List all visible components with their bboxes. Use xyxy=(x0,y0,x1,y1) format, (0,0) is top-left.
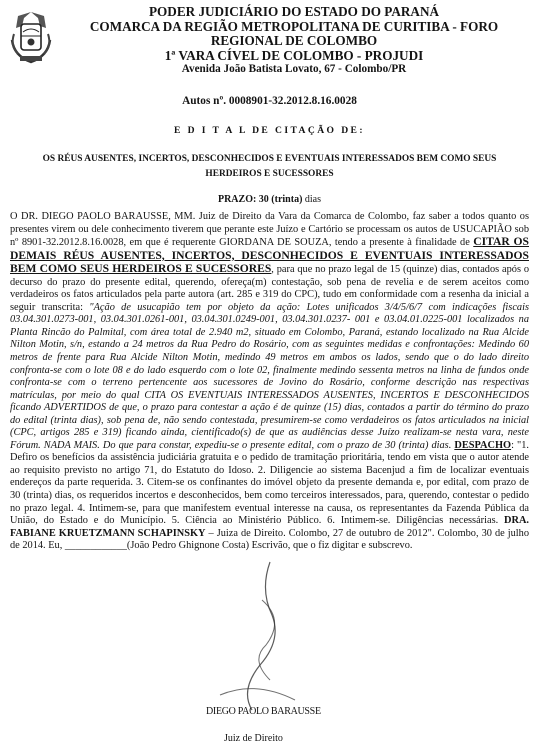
court-header xyxy=(58,5,530,76)
header-line-2: COMARCA DA REGIÃO METROPOLITANA DE CURITIBA - FORO xyxy=(89,18,499,34)
deadline-suffix: dias xyxy=(302,194,322,205)
header-line-1: PODER JUDICIÁRIO DO ESTADO DO PARANÁ xyxy=(148,4,439,19)
petition-summary: "Ação de usucapião tem por objeto da ação: Lotes unificados 3/4/5/6/7 com indicações fiscais 03.04.301.0273-001, 03.04.301.0261-001, 03.04.301.0249-001, 03.04.301.0237- 001 e 03.04.01.0225-001 localizados na Planta Rincão do Palmital, com área total de 2.940 m2, situado em Colombo, Paraná, estando localizado na Rua Alcide Nilton Motin, s/n, estando a 24 metros da Rua Pedro do Rosário, com as seguintes medidas e confrontações: Medindo 60 metros de frente para Rua Alcide Nilton Motin, medindo 49 metros em ambos os lados, sendo que o do lado direito confronta-se com o lote 08 e do lado esquerdo com o lote 02, finalmente medindo sessenta metros na linha de fundos onde confronta-se com o terreno pertencente aos sucessores de Jovino do Rosário, conforme descrição nas respectivas matrículas, por meio do qual CITA OS EVENTUAIS INTERESSADOS AUSENTES, INCERTOS E DESCONHECIDOS ficando ADVERTIDOS de que, o prazo para contestar a ação é de quinze (15) dias, contados a partir do término do prazo do edital (trinta dias), sob pena de, não sendo contestada, presumirem-se como verdadeiros os fatos articulados na inicial (CPC, artigos 285 e 319) ficando ainda, cientificado(s) de que as audiências desse Juízo realizam-se nesta vara, neste Fórum. NADA MAIS. Do que para constar, expediu-se o presente edital, com o prazo de 30 (trinta) dias. xyxy=(10,301,529,451)
signer-name: DIEGO PAOLO BARAUSSE xyxy=(206,706,321,717)
body-intro: O DR. DIEGO PAOLO BARAUSSE, MM. Juiz de Direito da Vara da Comarca de Colombo, faz saber a todos quanto os presentes virem ou dele conhecimento tiverem que perante este Juízo e Cartório se processam os autos de USUCAPIÃO sob nº 8901-32.2012.8.16.0028, em que é requerente GIORDANA DE SOUZA, tendo a presente à finalidade de xyxy=(10,211,529,249)
edital-body xyxy=(10,211,529,553)
deadline-label: PRAZO: 30 (trinta) xyxy=(217,194,303,205)
citation-emphasis: CITAR OS DEMAIS RÉUS AUSENTES, INCERTOS, DESCONHECIDOS E EVENTUAIS INTERESSADOS BEM COMO SEUS HERDEIROS E SUCESSORES xyxy=(10,235,529,276)
edital-title: E D I T A L DE CITAÇÃO DE: xyxy=(174,125,365,136)
body-deadline-text: , para que no prazo legal de 15 (quinze) dias, contados após o decurso do prazo do presente edital, querendo, ofereça(m) contestação, sob pena de revelia e de serem aceitos como verdadeiros os fatos articulados pela parte autora (art. 285 e 319 do CPC), tudo em conformidade com a resenha da inicial a seguir transcrita: xyxy=(10,264,529,313)
despacho-text: : "1. Defiro os benefícios da assistência judiciária gratuita e o pedido de tramitação prioritária, tendo em vista que o autor atende ao requisito previsto no artigo 71, do Estatuto do Idoso. 2. Diligencie ao sistema Bacenjud a fim de localizar eventuais endereços da parte requerida. 3. Citem-se os confinantes do imóvel objeto da presente demanda e, por edital, com prazo de 30 (trinta) dias, os requeridos incertos e desconhecidos, bem como terceiros interessados, para, querendo, contestar o pedido no prazo legal. 4. Intimem-se, para que manifestem eventual interesse na causa, os representantes da Fazenda Pública da União, do Estado e do Município. 5. Ciência ao Ministério Público. 6. Intimem-se. Diligências necessárias. xyxy=(10,439,529,527)
body-paragraph xyxy=(10,211,529,553)
judge-name: DRA. FABIANE KRUETZMANN SCHAPINSKY xyxy=(10,515,529,539)
defendants-heading: OS RÉUS AUSENTES, INCERTOS, DESCONHECIDOS E EVENTUAIS INTERESSADOS BEM COMO SEUS HERDEIROS E SUCESSORES xyxy=(42,154,497,179)
closing-text: – Juiza de Direito. Colombo, 27 de outubro de 2012". Colombo, 30 de julho de 2014. Eu, ____________(João Pedro Ghignone Costa) Escrivão, que o fiz digitar e subscrevo. xyxy=(10,527,530,552)
header-address: Avenida João Batista Lovato, 67 - Colombo/PR xyxy=(181,63,407,75)
signer-role: Juiz de Direito xyxy=(224,733,283,744)
despacho-label: DESPACHO xyxy=(454,439,512,451)
header-line-4: 1ª VARA CÍVEL DE COLOMBO - PROJUDI xyxy=(164,47,424,63)
deadline-line xyxy=(0,194,539,205)
handwritten-signature xyxy=(200,560,320,720)
case-number: Autos nº. 0008901-32.2012.8.16.0028 xyxy=(182,95,357,107)
header-line-3: REGIONAL DE COLOMBO xyxy=(210,33,378,48)
parana-coat-of-arms-icon xyxy=(8,10,54,66)
